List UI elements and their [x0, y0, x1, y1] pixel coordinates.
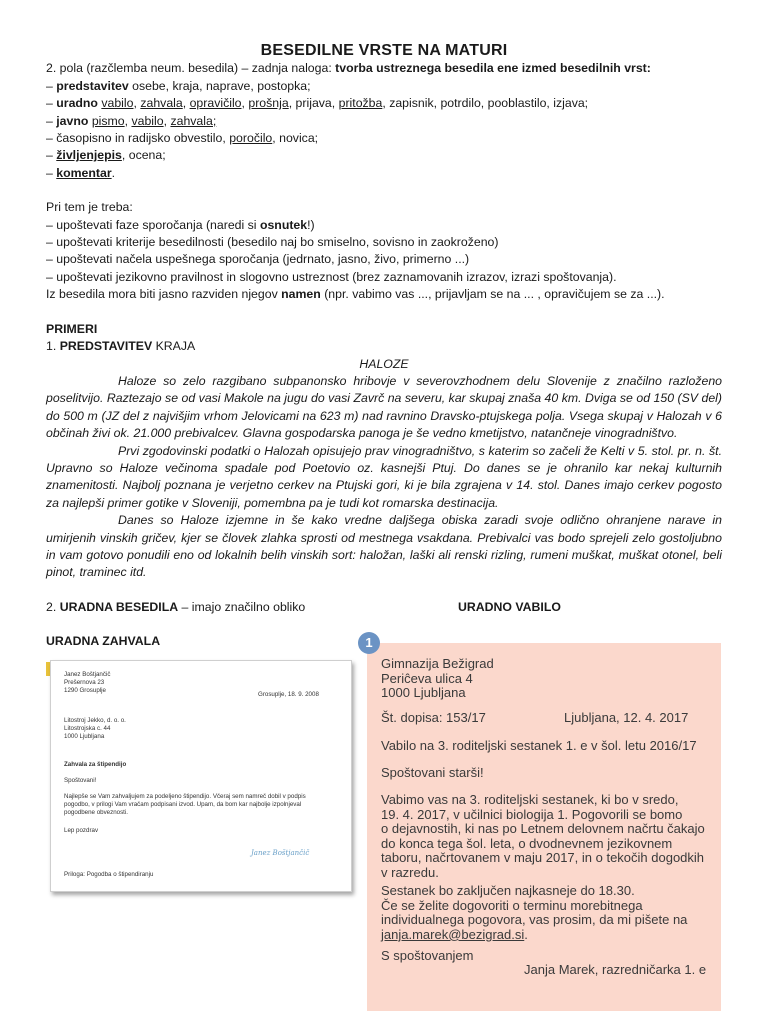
keyword-predstavitev: PREDSTAVITEV — [59, 339, 153, 354]
example-number-badge: 1 — [358, 632, 380, 654]
intro-task-text: tvorba ustreznega besedila ene izmed besedilnih vrst: — [335, 61, 651, 76]
vabilo-closing: S spoštovanjem — [381, 948, 474, 963]
vabilo-dopis-number: Št. dopisa: 153/17 — [381, 710, 486, 725]
line-text: – upoštevati faze sporočanja (naredi si — [46, 217, 260, 232]
keyword-predstavitev: predstavitev — [56, 78, 129, 93]
underlined-vabilo: vabilo — [131, 113, 164, 128]
haloze-title: HALOZE — [359, 356, 409, 371]
sender-name: Janez Boštjančič — [64, 671, 111, 678]
letter-closing: Lep pozdrav — [64, 827, 99, 834]
line-text: , ocena; — [121, 148, 166, 163]
keyword-javno: javno — [56, 113, 89, 128]
underlined-vabilo: vabilo — [101, 96, 134, 111]
vabilo-greeting: Spoštovani starši! — [381, 765, 484, 780]
vabilo-body-line: v razredu. — [381, 864, 439, 880]
rule-4: – upoštevati jezikovno pravilnost in slogovno ustreznost (brez zaznamovanih izrazov, izrazi spoštovanja). — [46, 269, 617, 284]
dash: – — [46, 148, 57, 163]
recipient-name: Litostroj Jekko, d. o. o. — [64, 717, 126, 724]
letter-place-date: Grosuplje, 18. 9. 2008 — [258, 691, 319, 698]
letter-body — [64, 793, 344, 817]
uradno-vabilo-heading: URADNO VABILO — [458, 599, 561, 614]
keyword-zivljenjepis: življenjepis — [56, 148, 122, 163]
line-text: 2. — [46, 599, 60, 614]
line-text: . — [111, 165, 116, 180]
rule-3: – upoštevati načela uspešnega sporočanja (jedrnato, jasno, živo, primerno ...) — [46, 252, 470, 267]
comma: , — [133, 96, 141, 111]
underlined-zahvala: zahvala; — [170, 113, 217, 128]
underlined-prosnja: prošnja — [248, 96, 289, 111]
vabilo-closing-block — [381, 884, 687, 942]
intro-line-komentar — [46, 165, 722, 182]
keyword-uradno: uradno — [56, 96, 98, 111]
intro-line-zivljenjepis — [46, 147, 722, 164]
example-1-heading — [46, 338, 722, 355]
rules-heading: Pri tem je treba: — [46, 200, 133, 215]
vabilo-figure — [365, 635, 721, 1011]
rule-1 — [46, 217, 722, 234]
line-text: !) — [307, 217, 315, 232]
letter-greeting: Spoštovani! — [64, 777, 97, 784]
line-text: časopisno in radijsko obvestilo, — [56, 131, 230, 146]
vabilo-body-line: o dejavnostih, ki nas po Letnem delovnem načrtu čakajo — [381, 821, 705, 837]
vabilo-city: 1000 Ljubljana — [381, 685, 466, 701]
vabilo-body-line: Sestanek bo zaključen najkasneje do 18.30. — [381, 883, 635, 898]
dash: – — [46, 96, 57, 111]
letter-attachment: Priloga: Pogodba o štipendiranju — [64, 871, 154, 878]
line-text: osebe, kraja, naprave, postopka; — [128, 78, 311, 93]
keyword-komentar: komentar — [56, 165, 112, 180]
vabilo-body-line: taboru, načrtovanem v maju 2017, in o tekočih dogodkih — [381, 850, 705, 866]
comma: , — [241, 96, 249, 111]
haloze-paragraph-3: Danes so Haloze izjemne in še kako vredne daljšega obiska zaradi svoje odlično ohranjene narave in umirjenih vinskih gričev, kjer se človek zlahka sprosti od mestnega vsakdana. Prebivalci vas bodo sprejeli zelo gostoljubno in vam gotovo ponudili eno od lokalnih belih vinskih sort: haložan, laški ali renski rizling, rumeni muškat, muškat otonel, beli pinot, traminec itd. — [46, 513, 722, 580]
line-text: Iz besedila mora biti jasno razviden njegov — [46, 287, 282, 302]
underlined-zahvala: zahvala — [140, 96, 183, 111]
intro-text: 2. pola (razčlemba neum. besedila) – zadnja naloga: — [46, 61, 336, 76]
letter-body-line: pogodbene obveznosti. — [64, 809, 128, 816]
underlined-opravicilo: opravičilo — [189, 96, 242, 111]
vabilo-street: Periĉeva ulica 4 — [381, 670, 473, 686]
dash: – — [46, 113, 57, 128]
vabilo-email[interactable]: janja.marek@bezigrad.si — [381, 926, 525, 942]
vabilo-email-line — [381, 928, 687, 943]
rule-5 — [46, 286, 722, 303]
vabilo-body-line: do konca tega šol. leta, o dvodnevnem jezikovnem — [381, 835, 673, 851]
haloze-paragraph-1: Haloze so zelo razgibano subpanonsko hribovje v severovzhodnem delu Slovenije z značilno razloženo poselitvijo. Raztezajo se od vasi Makole na jugu do vasi Zavrč na severu, kar skupaj znaša 40 km. Dviga se od 150 (SV del) do 500 m (JZ del z najvišjim vrhom Jelovicami na 623 m) nad ravnino Dravsko-ptujskega polja. Vsega skupaj v Halozah v 6 občinah živi ok. 21.000 prebivalcev. Glavna gospodarska panoga je še vedno kmetijstvo, natančneje vinogradništvo. — [46, 373, 722, 441]
dash: – — [46, 165, 57, 180]
sender-street: Prešernova 23 — [64, 679, 105, 686]
vabilo-body-line: Če se želite dogovoriti o terminu morebitnega — [381, 897, 643, 913]
vabilo-subject: Vabilo na 3. roditeljski sestanek 1. e v šol. letu 2016/17 — [381, 738, 697, 753]
vabilo-school: Gimnazija Bežigrad — [381, 656, 494, 671]
comma: , — [182, 96, 190, 111]
letter-body-line: Najlepše se Vam zahvaljujem za podeljeno štipendijo. Včeraj sem namreč dobil v podpis — [64, 793, 306, 800]
recipient-street: Litostrojska c. 44 — [64, 725, 111, 732]
line-text: , zapisnik, potrdilo, pooblastilo, izjava; — [382, 96, 589, 111]
line-text: . — [524, 926, 528, 942]
underlined-pritozba: pritožba — [338, 96, 383, 111]
haloze-paragraph-2: Prvi zgodovinski podatki o Halozah opisujejo prav vinogradništvo, s katerim so začeli že Kelti v 5. stol. pr. n. št. Upravno so Haloze večinoma spadale pod Poetovio oz. kasnejši Ptuj. Do danes se je ohranilo kar nekaj kulturnih znamenitosti. Najbolj poznana je verjetno cerkev na Ptujski gori, ki je bila zgrajena v 14. stol. Danes imajo cerkev pogosto za najlepši primer gotike v Sloveniji, pomembna pa je tudi kot romarska destinacija. — [46, 443, 722, 510]
uradna-zahvala-heading: URADNA ZAHVALA — [46, 633, 161, 648]
line-text: – imajo značilno obliko — [178, 599, 306, 614]
zahvala-letter-figure — [46, 660, 352, 894]
vabilo-school-block — [381, 657, 494, 701]
intro-line-predstavitev — [46, 78, 722, 95]
document-page — [46, 42, 722, 650]
examples-heading: PRIMERI — [46, 321, 98, 336]
letter-signature: Janez Boštjančič — [251, 849, 310, 857]
underlined-pismo: pismo — [91, 113, 125, 128]
sender-city: 1290 Grosuplje — [64, 687, 106, 694]
comma: , — [124, 113, 132, 128]
letter-sender — [64, 671, 110, 695]
dash: – — [46, 131, 57, 146]
recipient-city: 1000 Ljubljana — [64, 733, 105, 740]
comma: , — [163, 113, 171, 128]
letter-recipient — [64, 717, 126, 741]
vabilo-body-line: 19. 4. 2017, v učilnici biologija 1. Pogovorili se bomo — [381, 806, 683, 822]
vabilo-date: Ljubljana, 12. 4. 2017 — [564, 710, 689, 725]
dash: – — [46, 78, 57, 93]
keyword-osnutek: osnutek — [259, 217, 308, 232]
keyword-namen: namen — [281, 287, 321, 302]
line-text: 1. — [46, 339, 60, 354]
rule-2: – upoštevati kriterije besedilnosti (besedilo naj bo smiselno, sovisno in zaokroženo) — [46, 235, 499, 250]
intro-line-casopisno — [46, 130, 722, 147]
intro-line-javno — [46, 113, 722, 130]
intro-line-uradno — [46, 95, 722, 112]
vabilo-body-line: Vabimo vas na 3. roditeljski sestanek, ki bo v sredo, — [381, 792, 679, 807]
vabilo-signer: Janja Marek, razredničarka 1. e — [524, 962, 707, 977]
example-2-heading-row — [46, 599, 722, 616]
line-text: , novica; — [272, 131, 319, 146]
page-title: BESEDILNE VRSTE NA MATURI — [260, 42, 508, 59]
letter-subject: Zahvala za štipendijo — [64, 761, 127, 768]
line-text: (npr. vabimo vas ..., prijavljam se na ... , opravičujem se za ...). — [320, 287, 665, 302]
intro-line-1 — [46, 60, 722, 77]
vabilo-body-line: individualnega pogovora, vas prosim, da mi pišete na — [381, 912, 688, 928]
underlined-porocilo: poročilo — [229, 131, 273, 146]
line-text: KRAJA — [152, 339, 196, 354]
letter-body-line: pogodbo, v prilogi Vam vračam podpisani izvod. Upam, da bom kar najbolje izpolnjeval — [64, 801, 302, 808]
keyword-uradna-besedila: URADNA BESEDILA — [59, 599, 179, 614]
line-text: , prijava, — [288, 96, 339, 111]
vabilo-body — [381, 793, 705, 881]
letter-sheet — [50, 660, 352, 892]
